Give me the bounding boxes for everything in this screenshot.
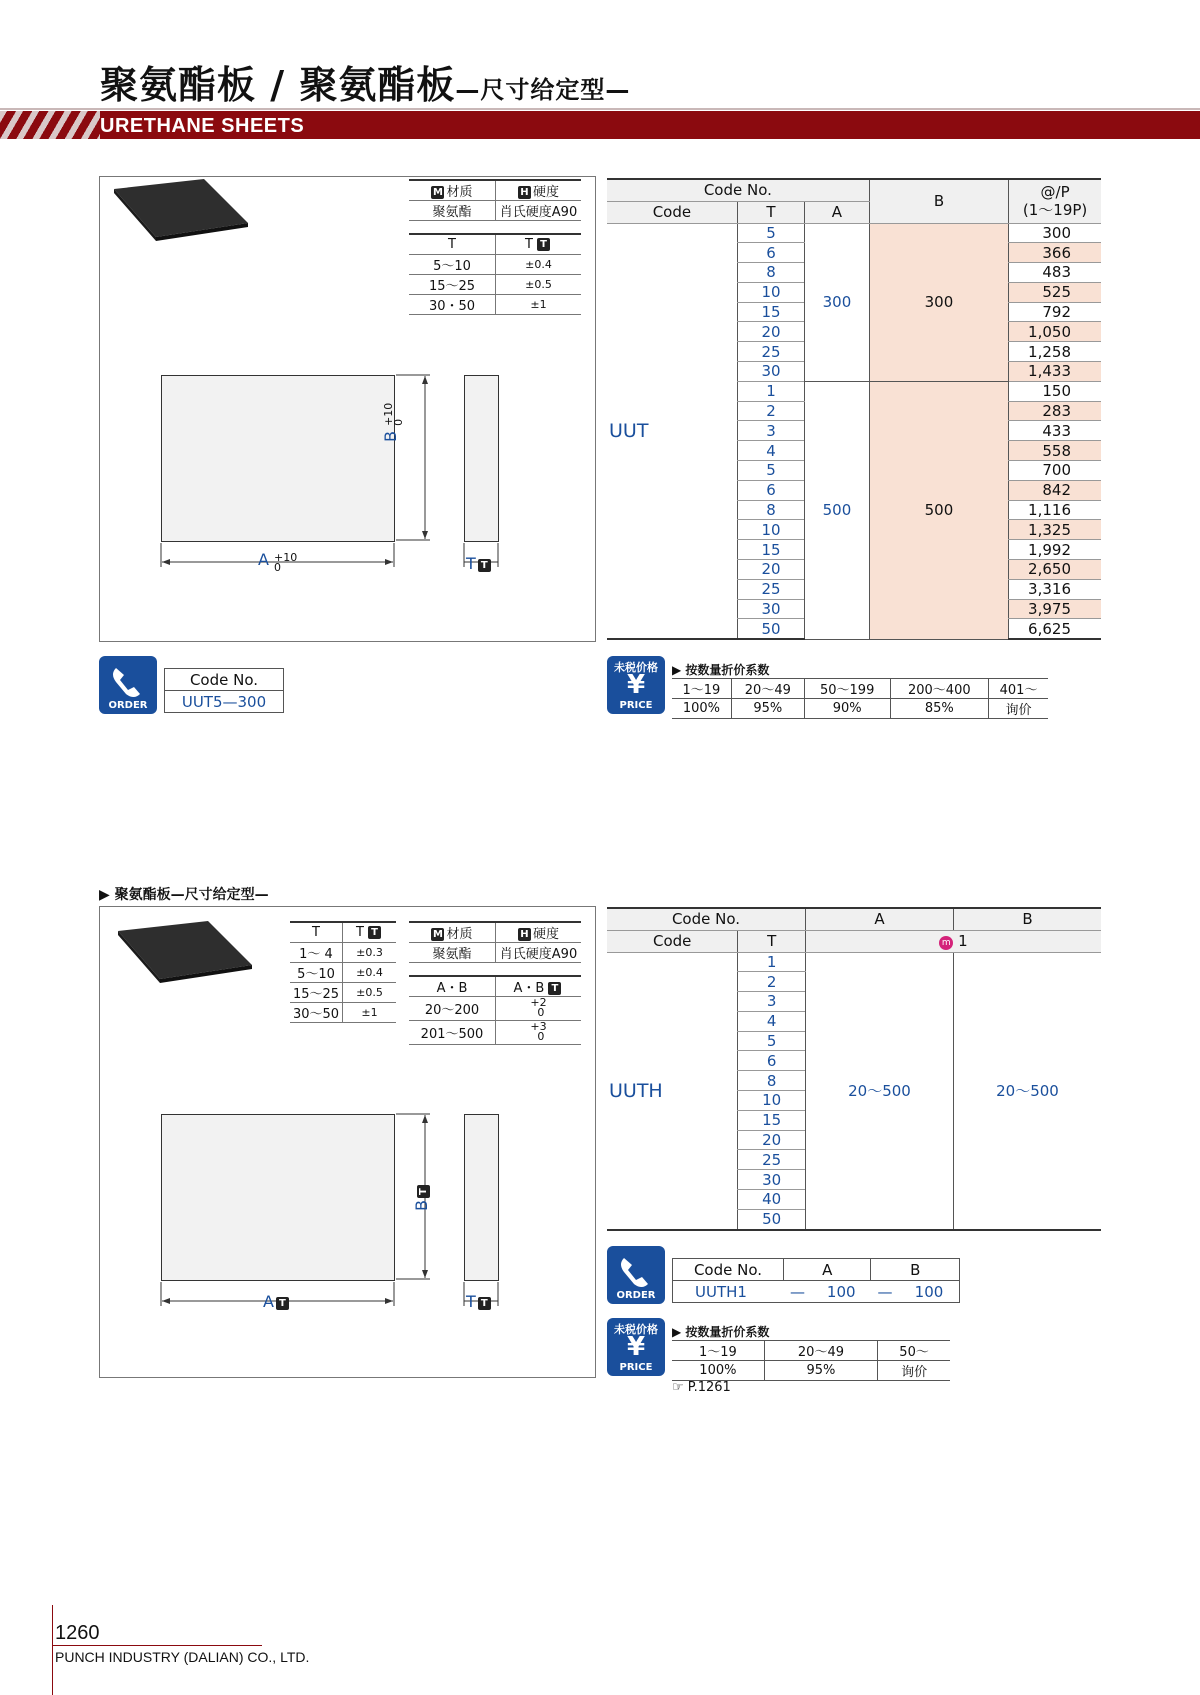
thickness-value: 5～10: [290, 963, 343, 983]
tolerance-row: [290, 1003, 396, 1023]
price-cell: 1,992: [1009, 540, 1101, 560]
sec1-order-table: [164, 668, 284, 713]
tolerance-value: ±0.5: [496, 275, 582, 295]
price-icon: 未税价格 ¥ PRICE: [607, 1318, 665, 1376]
thickness-cell: 10: [737, 282, 804, 302]
order-code-no-label: Code No.: [673, 1259, 784, 1281]
header-band-text: URETHANE SHEETS: [100, 115, 305, 137]
thickness-cell: 6: [737, 480, 804, 500]
code-no-head: Code No.: [607, 908, 805, 930]
price-cell: 300: [1009, 223, 1101, 243]
thickness-cell: 50: [737, 619, 804, 639]
thickness-value: 1～ 4: [290, 943, 343, 963]
thickness-cell: 25: [737, 342, 804, 362]
ab-head: A・B: [409, 976, 496, 997]
sec2-size-table: [607, 907, 1101, 1231]
sec2-t-tolerance-table: [290, 921, 396, 1023]
sec1-dimension-lines: [100, 367, 595, 577]
code-no-head: Code No.: [607, 179, 869, 201]
sec2-discount-table: [672, 1340, 950, 1381]
order-a-label: A: [784, 1259, 871, 1281]
b-cell: 500: [869, 381, 1009, 639]
thickness-cell: 6: [738, 1051, 806, 1071]
a-cell: 300: [805, 223, 870, 381]
thickness-cell: 2: [737, 401, 804, 421]
hardness-head: H 硬度: [496, 180, 582, 201]
sec1-material-table: [409, 179, 581, 221]
price-cell: 2,650: [1009, 560, 1101, 580]
thickness-cell: 20: [737, 560, 804, 580]
thickness-cell: 6: [737, 243, 804, 263]
price-cell: 483: [1009, 263, 1101, 283]
tolerance-value: ±1: [343, 1003, 397, 1023]
thickness-cell: 30: [738, 1170, 806, 1190]
tolerance-row: [409, 1021, 581, 1045]
urethane-sheet-image: [112, 177, 252, 241]
price-cell: 3,975: [1009, 599, 1101, 619]
table-row: [607, 952, 1101, 972]
sec1-discount-table: [672, 678, 1048, 719]
sec2-dim-a: A T: [263, 1292, 291, 1311]
sec2-dimension-lines: [100, 1106, 595, 1316]
t-head: T: [409, 234, 496, 255]
t-head: T: [290, 922, 343, 943]
code-cell: UUT: [607, 223, 737, 639]
tolerance-row: [409, 295, 581, 315]
a-cell: 500: [805, 381, 870, 639]
price-cell: 558: [1009, 441, 1101, 461]
thickness-value: 30～50: [290, 1003, 343, 1023]
discount-qty: 1～19: [672, 1341, 764, 1361]
price-cell: 150: [1009, 381, 1101, 401]
thickness-value: 30・50: [409, 295, 496, 315]
tolerance-row: [290, 963, 396, 983]
b-cell: 300: [869, 223, 1009, 381]
thickness-cell: 15: [737, 302, 804, 322]
sec2-ab-tolerance-table: [409, 975, 581, 1045]
tolerance-value: ±0.5: [343, 983, 397, 1003]
sec1-dim-a: A +10 0: [258, 550, 298, 574]
footer-vertical-rule: [52, 1605, 53, 1695]
thickness-cell: 20: [738, 1130, 806, 1150]
sec2-title: ▶ 聚氨酯板—尺寸给定型—: [99, 887, 269, 903]
t-head: T: [738, 930, 806, 952]
sec1-dim-b: B +10 0: [381, 402, 405, 442]
thickness-cell: 2: [738, 972, 806, 992]
discount-rate: 95%: [731, 699, 804, 719]
thickness-cell: 4: [738, 1011, 806, 1031]
t-tol-head: T T: [343, 922, 397, 943]
a-head: A: [805, 201, 870, 223]
discount-qty: 200～400: [890, 679, 989, 699]
thickness-cell: 50: [738, 1209, 806, 1229]
hardness-value: 肖氏硬度A90: [496, 201, 582, 221]
order-icon: ORDER: [607, 1246, 665, 1304]
h-badge-icon: H: [518, 928, 531, 941]
discount-rate: 询价: [989, 699, 1048, 719]
order-icon: ORDER: [99, 656, 157, 714]
sec2-dim-t: T T: [466, 1292, 493, 1311]
discount-rate: 95%: [764, 1361, 877, 1381]
order-example-a: 100: [812, 1281, 871, 1303]
footer-horizontal-rule: [52, 1645, 262, 1646]
title-main-text: 聚氨酯板 / 聚氨酯板: [100, 63, 456, 107]
tolerance-value: ±0.4: [343, 963, 397, 983]
t-badge-icon: T: [276, 1297, 289, 1310]
price-cell: 792: [1009, 302, 1101, 322]
discount-qty: 50～: [878, 1341, 950, 1361]
thickness-value: 5～10: [409, 255, 496, 275]
discount-qty: 20～49: [731, 679, 804, 699]
price-cell: 3,316: [1009, 579, 1101, 599]
t-tol-head: T T: [496, 234, 582, 255]
unit-note: m 1: [805, 930, 1101, 952]
discount-qty: 1～19: [672, 679, 731, 699]
b-head: B: [953, 908, 1101, 930]
tolerance-row: [409, 255, 581, 275]
order-dash: —: [784, 1281, 812, 1303]
price-cell: 6,625: [1009, 619, 1101, 639]
tolerance-row: [290, 943, 396, 963]
tolerance-value: ±0.3: [343, 943, 397, 963]
t-badge-icon: T: [417, 1185, 430, 1198]
thickness-cell: 5: [738, 1031, 806, 1051]
code-head: Code: [607, 201, 737, 223]
discount-rate: 85%: [890, 699, 989, 719]
thickness-cell: 20: [737, 322, 804, 342]
thickness-cell: 1: [737, 381, 804, 401]
t-head: T: [737, 201, 804, 223]
t-badge-icon: T: [478, 1297, 491, 1310]
page-number: 1260: [55, 1622, 100, 1644]
ab-tol-head: A・B T: [496, 976, 582, 997]
tolerance-value: ±0.4: [496, 255, 582, 275]
page-reference-link[interactable]: ☞ P.1261: [672, 1380, 731, 1395]
tolerance-value: +3 0: [496, 1021, 582, 1045]
sec1-price-table: [607, 178, 1101, 640]
m-badge-icon: M: [433, 929, 443, 940]
price-cell: 283: [1009, 401, 1101, 421]
ap-head: @/P (1～19P): [1009, 179, 1101, 223]
price-cell: 1,258: [1009, 342, 1101, 362]
thickness-cell: 30: [737, 599, 804, 619]
thickness-cell: 4: [737, 441, 804, 461]
thickness-value: 15～25: [409, 275, 496, 295]
thickness-cell: 1: [738, 952, 806, 972]
hardness-head: H 硬度: [496, 922, 582, 943]
thickness-cell: 15: [737, 540, 804, 560]
code-head: Code: [607, 930, 738, 952]
price-cell: 1,116: [1009, 500, 1101, 520]
sec2-drawing-box: [99, 906, 596, 1378]
sec1-discount-title: ▶ 按数量折价系数: [672, 663, 770, 677]
tolerance-row: [409, 275, 581, 295]
thickness-cell: 40: [738, 1190, 806, 1210]
tolerance-row: [409, 997, 581, 1021]
sec2-material-table: [409, 921, 581, 963]
thickness-cell: 3: [738, 992, 806, 1012]
header-stripes: [0, 111, 100, 139]
header-thin-rule: [0, 108, 1200, 110]
sec2-order-table: [672, 1258, 960, 1303]
a-range-cell: 20～500: [805, 952, 953, 1230]
material-head: M 材质: [409, 180, 496, 201]
tolerance-value: +2 0: [496, 997, 582, 1021]
discount-qty: 50～199: [804, 679, 890, 699]
material-value: 聚氨酯: [409, 201, 496, 221]
discount-qty: 401～: [989, 679, 1048, 699]
order-dash: —: [871, 1281, 899, 1303]
thickness-cell: 10: [737, 520, 804, 540]
sec2-discount-title: ▶ 按数量折价系数: [672, 1325, 770, 1339]
order-example-b: 100: [899, 1281, 960, 1303]
sec2-dim-b: BT: [412, 1183, 431, 1211]
thickness-cell: 8: [738, 1071, 806, 1091]
t-badge-icon: T: [537, 238, 550, 251]
sec1-drawing-box: [99, 176, 596, 642]
thickness-cell: 5: [737, 223, 804, 243]
discount-rate: 90%: [804, 699, 890, 719]
material-head: M 材质: [409, 922, 496, 943]
material-value: 聚氨酯: [409, 943, 496, 963]
tolerance-value: ±1: [496, 295, 582, 315]
price-cell: 1,433: [1009, 362, 1101, 382]
sec2-side-view: [464, 1114, 499, 1281]
b-head: B: [869, 179, 1009, 223]
t-badge-icon: T: [368, 926, 381, 939]
thickness-cell: 8: [737, 500, 804, 520]
discount-qty: 20～49: [764, 1341, 877, 1361]
title-sub-text: —尺寸给定型—: [455, 76, 631, 104]
company-name: PUNCH INDUSTRY (DALIAN) CO., LTD.: [55, 1649, 310, 1665]
price-cell: 700: [1009, 461, 1101, 481]
thickness-cell: 5: [737, 461, 804, 481]
thickness-cell: 15: [738, 1110, 806, 1130]
price-cell: 842: [1009, 480, 1101, 500]
h-badge-icon: H: [518, 186, 531, 199]
order-code-no-label: Code No.: [165, 669, 284, 691]
sec1-t-tolerance-table: [409, 233, 581, 315]
sec1-dim-t: T T: [466, 554, 493, 573]
hardness-value: 肖氏硬度A90: [496, 943, 582, 963]
thickness-cell: 3: [737, 421, 804, 441]
order-example: UUT5—300: [165, 691, 284, 713]
discount-rate: 100%: [672, 1361, 764, 1381]
m-badge-icon: M: [433, 187, 443, 198]
sec1-side-view: [464, 375, 499, 542]
thickness-cell: 10: [738, 1091, 806, 1111]
thickness-cell: 8: [737, 263, 804, 283]
range-value: 20～200: [409, 997, 496, 1021]
b-range-cell: 20～500: [953, 952, 1101, 1230]
thickness-cell: 25: [737, 579, 804, 599]
price-cell: 366: [1009, 243, 1101, 263]
price-cell: 1,050: [1009, 322, 1101, 342]
page-title: [100, 54, 630, 109]
t-badge-icon: T: [478, 559, 491, 572]
a-head: A: [805, 908, 953, 930]
price-cell: 433: [1009, 421, 1101, 441]
discount-rate: 询价: [878, 1361, 950, 1381]
code-cell: UUTH: [607, 952, 738, 1230]
order-example-code: UUTH1: [673, 1281, 784, 1303]
tolerance-row: [290, 983, 396, 1003]
price-cell: 1,325: [1009, 520, 1101, 540]
t-badge-icon: T: [548, 982, 561, 995]
table-row: [607, 223, 1101, 243]
thickness-cell: 25: [738, 1150, 806, 1170]
urethane-sheet-image: [116, 919, 256, 983]
order-b-label: B: [871, 1259, 960, 1281]
range-value: 201～500: [409, 1021, 496, 1045]
price-cell: 525: [1009, 282, 1101, 302]
thickness-cell: 30: [737, 362, 804, 382]
discount-rate: 100%: [672, 699, 731, 719]
mm-unit-icon: m: [939, 936, 953, 950]
price-icon: 未税价格 ¥ PRICE: [607, 656, 665, 714]
thickness-value: 15～25: [290, 983, 343, 1003]
